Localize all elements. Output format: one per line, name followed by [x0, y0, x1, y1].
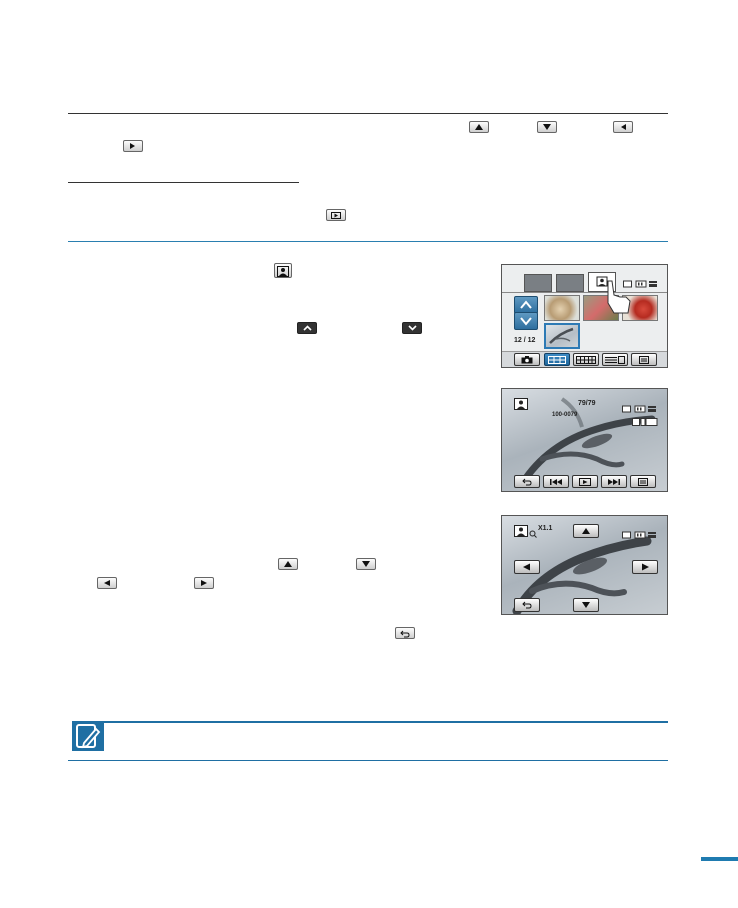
return-button[interactable]	[514, 475, 540, 488]
pan-left-button[interactable]	[514, 560, 540, 574]
thumbnail-view-screen	[501, 264, 668, 368]
menu-button[interactable]	[631, 353, 657, 366]
thumbnail-4-selected[interactable]	[544, 323, 580, 349]
grid-6-view-button[interactable]	[544, 353, 570, 366]
chevron-up-icon	[297, 322, 317, 334]
return-button[interactable]	[514, 598, 540, 612]
photo-mode-icon	[514, 397, 528, 415]
return-icon	[395, 627, 415, 639]
hand-pointer-icon	[602, 279, 636, 315]
pan-down-button[interactable]	[573, 598, 599, 612]
left-button-icon	[613, 121, 633, 133]
frame-counter: 79/79	[578, 400, 596, 407]
photo-mode-icon	[274, 263, 292, 278]
memory-card-icon	[632, 413, 658, 431]
menu-button[interactable]	[630, 475, 656, 488]
page-edge-tab	[701, 857, 738, 861]
next-button[interactable]	[601, 475, 627, 488]
left-button-icon	[97, 577, 117, 589]
slideshow-button[interactable]	[572, 475, 598, 488]
zoom-level: X1.1	[538, 525, 553, 532]
right-button-icon	[194, 577, 214, 589]
note-pencil-icon	[72, 721, 104, 751]
play-button-icon	[326, 209, 346, 221]
camera-mode-button[interactable]	[514, 353, 540, 366]
zoom-view-screen	[501, 515, 668, 615]
up-button-icon	[469, 121, 489, 133]
list-view-button[interactable]	[602, 353, 628, 366]
step-rule	[68, 241, 668, 242]
battery-icon	[622, 526, 658, 544]
previous-button[interactable]	[543, 475, 569, 488]
top-rule	[68, 113, 668, 114]
photo-mode-icon	[514, 524, 528, 542]
down-button-icon	[356, 558, 376, 570]
scroll-down-button[interactable]	[514, 312, 538, 330]
magnifier-icon	[529, 525, 537, 543]
down-button-icon	[537, 121, 557, 133]
right-button-icon	[123, 140, 143, 152]
chevron-down-icon	[402, 322, 422, 334]
grid-20-view-button[interactable]	[573, 353, 599, 366]
note-bottom-rule	[68, 760, 668, 761]
thumbnail-counter: 12 / 12	[514, 337, 536, 344]
movie-tab-2	[556, 274, 584, 292]
note-top-rule	[72, 721, 668, 723]
thumbnail-1[interactable]	[544, 295, 580, 321]
up-button-icon	[278, 558, 298, 570]
note-box	[72, 721, 668, 761]
file-number: 100-0079	[552, 412, 578, 418]
single-view-screen	[501, 388, 668, 492]
pan-up-button[interactable]	[573, 524, 599, 538]
movie-tab	[524, 274, 552, 292]
pan-right-button[interactable]	[632, 560, 658, 574]
section-underline	[68, 182, 299, 183]
